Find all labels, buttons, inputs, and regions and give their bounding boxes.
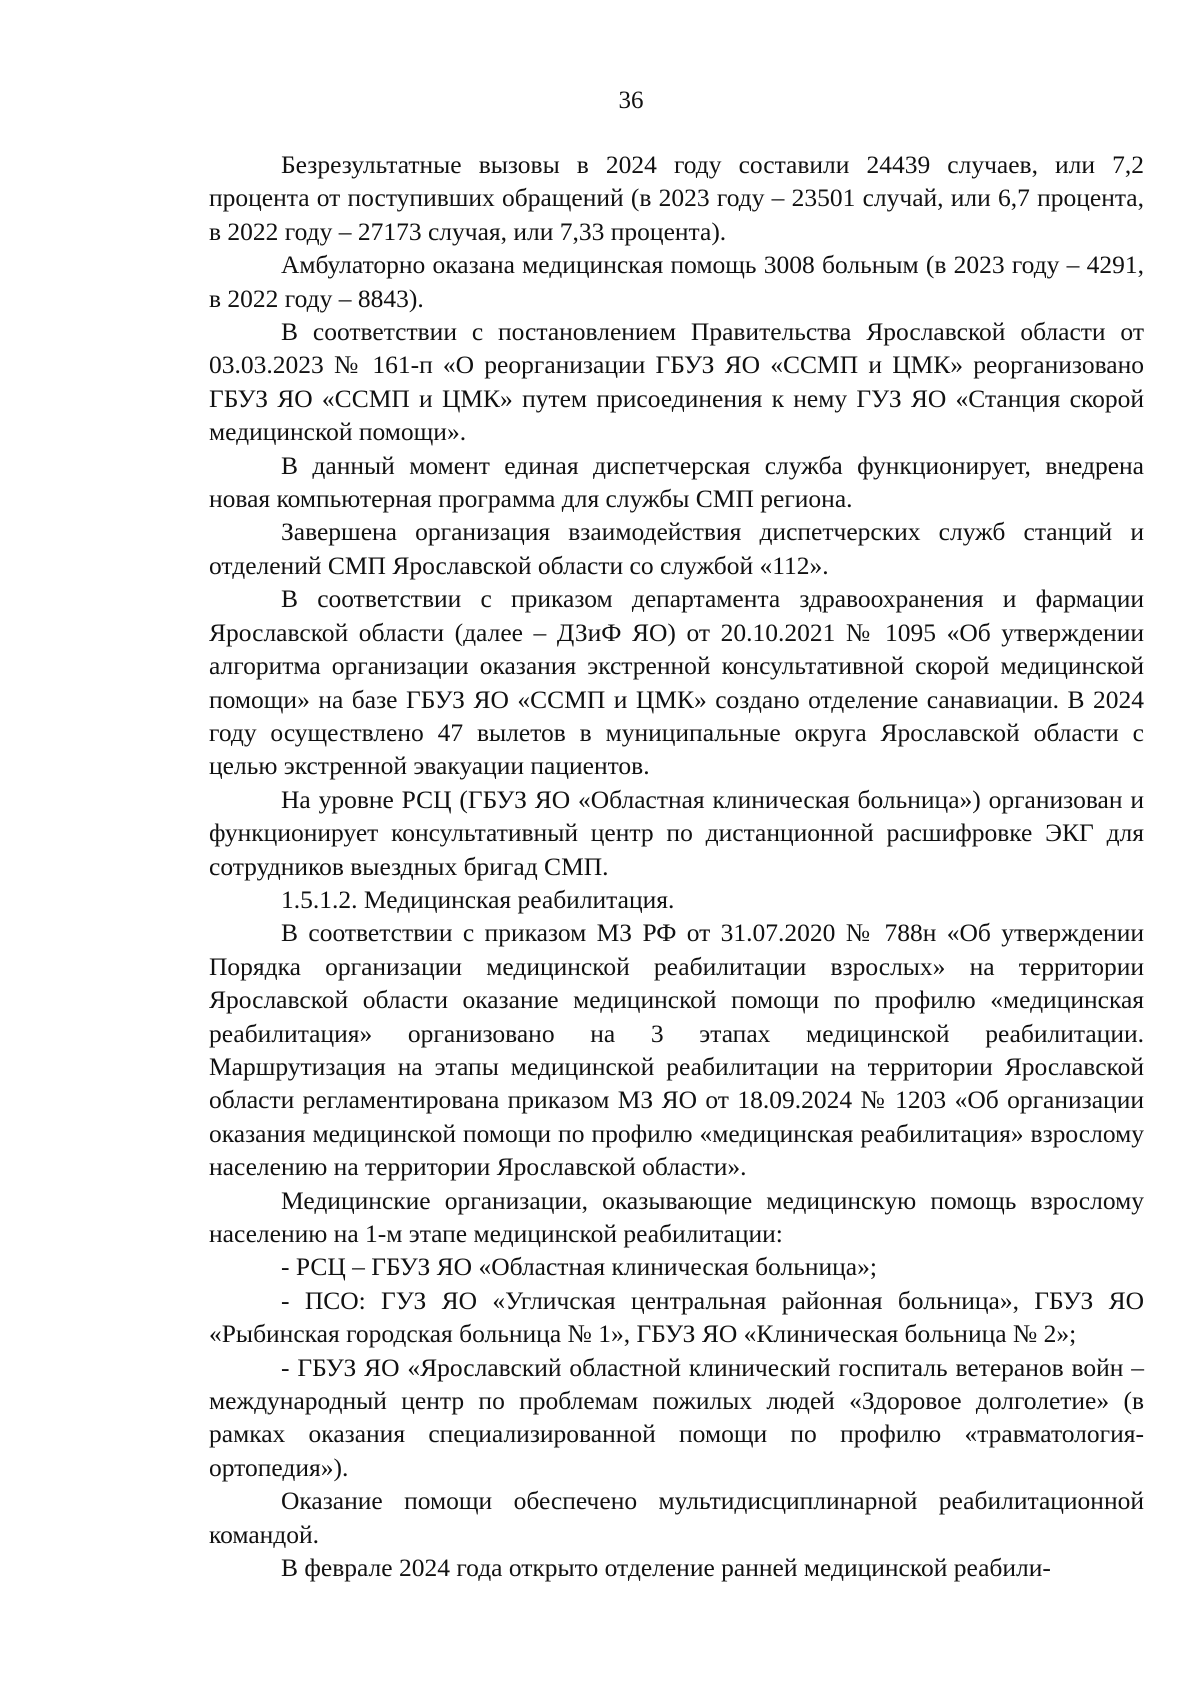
paragraph: В данный момент единая диспетчерская служба функционирует, внедрена новая компьютерная программа для службы СМП региона. xyxy=(209,450,1144,514)
paragraph: В феврале 2024 года открыто отделение ранней медицинской реабили- xyxy=(281,1553,1051,1583)
paragraph: Медицинские организации, оказывающие медицинскую помощь взрослому населению на 1-м этапе медицинской реабилитации: xyxy=(209,1185,1144,1248)
paragraph: В соответствии с приказом МЗ РФ от 31.07.2020 № 788н «Об утверждении Порядка организации медицинской реабилитации взрослых» на территории Ярославской области оказание медицинской помощи по профилю «медицинская реабилитация» организовано на 3 этапах медицинской реабилитации. Маршрутизация на этапы медицинской реабилитации на территории Ярославской области регламентирована приказом МЗ ЯО от 18.09.2024 № 1203 «Об организации оказания медицинской помощи по профилю «медицинская реабилитация» взрослому населению на территории Ярославской области». xyxy=(209,918,1144,1182)
paragraph: В соответствии с приказом департамента здравоохранения и фармации Ярославской области (далее – ДЗиФ ЯО) от 20.10.2021 № 1095 «Об утверждении алгоритма организации оказания экстренной консультативной скорой медицинской помощи» на базе ГБУЗ ЯО «ССМП и ЦМК» создано отделение санавиации. В 2024 году осуществлено 47 вылетов в муниципальные округа Ярославской области с целью экстренной эвакуации пациентов. xyxy=(209,584,1144,781)
list-item: - ПСО: ГУЗ ЯО «Угличская центральная районная больница», ГБУЗ ЯО «Рыбинская городская больница № 1», ГБУЗ ЯО «Клиническая больница № 2»; xyxy=(209,1285,1144,1349)
list-item: - РСЦ – ГБУЗ ЯО «Областная клиническая больница»; xyxy=(281,1252,877,1282)
body-text xyxy=(209,148,1144,1584)
section-heading: 1.5.1.2. Медицинская реабилитация. xyxy=(281,884,675,914)
paragraph: Оказание помощи обеспечено мультидисциплинарной реабилитационной командой. xyxy=(209,1486,1144,1549)
paragraph: В соответствии с постановлением Правительства Ярославской области от 03.03.2023 № 161-п «О реорганизации ГБУЗ ЯО «ССМП и ЦМК» реорганизовано ГБУЗ ЯО «ССМП и ЦМК» путем присоединения к нему ГУЗ ЯО «Станция скорой медицинской помощи». xyxy=(209,317,1144,447)
paragraph: На уровне РСЦ (ГБУЗ ЯО «Областная клиническая больница») организован и функционирует консультативный центр по дистанционной расшифровке ЭКГ для сотрудников выездных бригад СМП. xyxy=(209,784,1144,881)
paragraph: Амбулаторно оказана медицинская помощь 3008 больным (в 2023 году – 4291, в 2022 году – 8843). xyxy=(209,250,1144,313)
paragraph: Безрезультатные вызовы в 2024 году составили 24439 случаев, или 7,2 процента от поступивших обращений (в 2023 году – 23501 случай, или 6,7 процента, в 2022 году – 27173 случая, или 7,33 процента). xyxy=(209,150,1144,246)
paragraph: Завершена организация взаимодействия диспетчерских служб станций и отделений СМП Ярославской области со службой «112». xyxy=(209,517,1144,580)
page-number: 36 xyxy=(618,87,644,114)
list-item: - ГБУЗ ЯО «Ярославский областной клинический госпиталь ветеранов войн – международный центр по проблемам пожилых людей «Здоровое долголетие» (в рамках оказания специализированной помощи по профилю «травматология-ортопедия»). xyxy=(209,1352,1144,1482)
